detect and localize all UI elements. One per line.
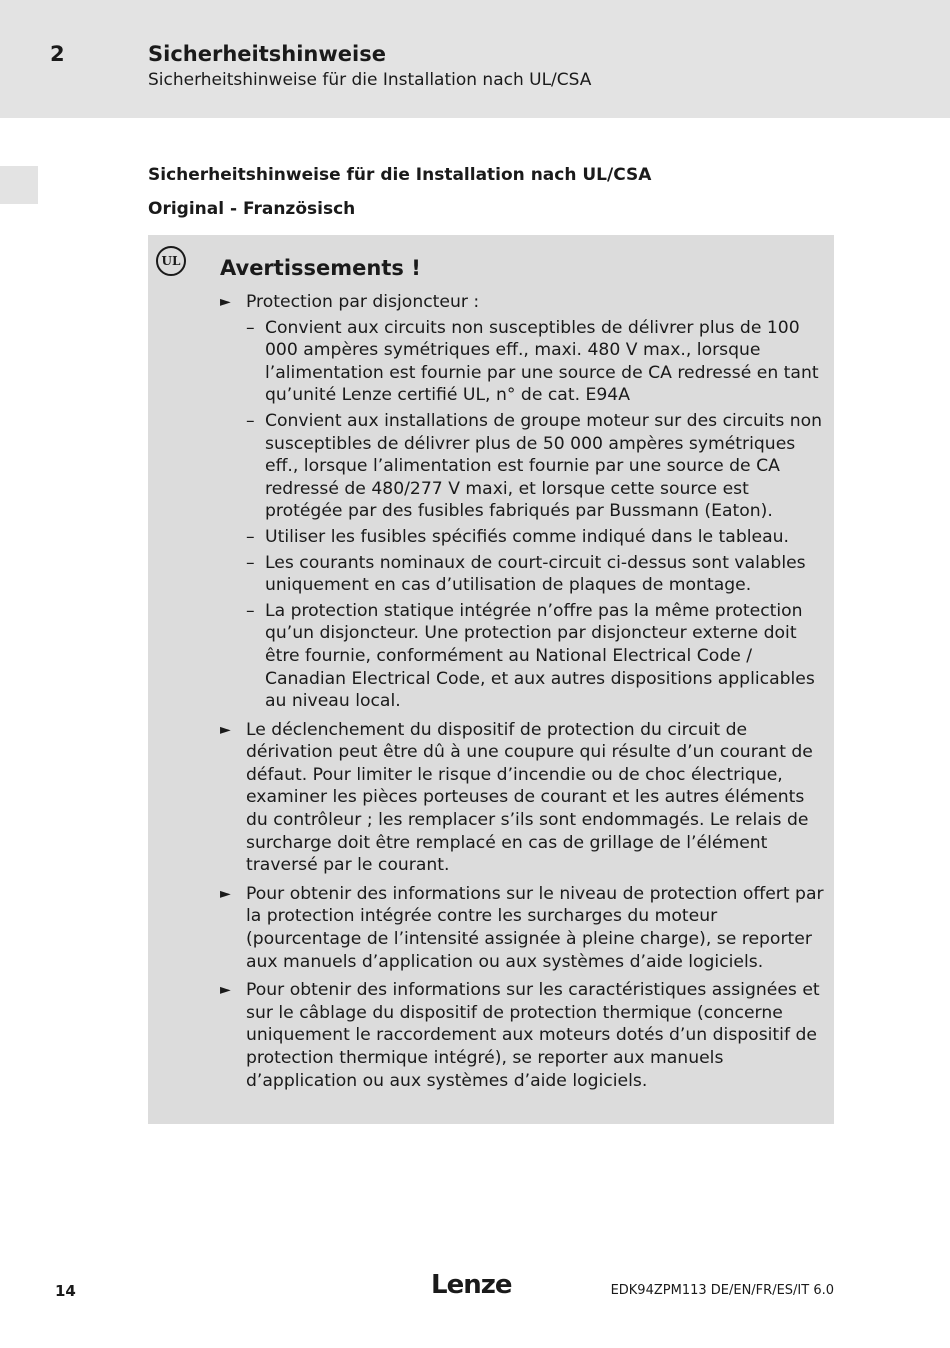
warning-subitem xyxy=(246,600,825,713)
document-code: EDK94ZPM113 DE/EN/FR/ES/IT 6.0 xyxy=(610,1283,834,1298)
warning-subitem xyxy=(246,317,825,407)
warning-item xyxy=(220,883,825,973)
dash-marker: – xyxy=(246,526,255,547)
header-band xyxy=(0,0,950,118)
chapter-number: 2 xyxy=(50,42,65,66)
bullet-arrow-icon: ► xyxy=(220,721,231,738)
warning-title: Avertissements ! xyxy=(220,256,421,280)
dash-marker: – xyxy=(246,600,255,621)
warning-item-text: Protection par disjoncteur : xyxy=(246,292,480,312)
section-heading: Sicherheitshinweise für die Installation nach UL/CSA xyxy=(148,165,652,185)
side-thumb-tab xyxy=(0,166,38,204)
warning-item xyxy=(220,979,825,1092)
warning-item xyxy=(220,719,825,877)
bullet-arrow-icon: ► xyxy=(220,885,231,902)
warning-list xyxy=(220,291,825,1098)
warning-subitem-text: La protection statique intégrée n’offre pas la même protection qu’un disjoncteur. Une protection par disjoncteur externe doit être fournie, conformément au National Electrical Code / Canadian Electrical Code, et aux autres dispositions applicables au niveau local. xyxy=(265,600,815,712)
warning-item-text: Le déclenchement du dispositif de protection du circuit de dérivation peut être dû à une coupure qui résulte d’un courant de défaut. Pour limiter le risque d’incendie ou de choc électrique, examiner les pièces porteuses de courant et les autres éléments du contrôleur ; les remplacer s’ils sont endommagés. Le relais de surcharge doit être remplacé en cas de grillage de l’élément traversé par le courant. xyxy=(246,719,813,876)
bullet-arrow-icon: ► xyxy=(220,294,231,310)
dash-marker: – xyxy=(246,552,255,573)
warning-subitem xyxy=(246,552,825,597)
bullet-arrow-icon: ► xyxy=(220,982,231,999)
section-subheading: Original - Französisch xyxy=(148,199,356,219)
warning-subitem-list xyxy=(246,317,825,713)
lenze-logo: Lenze xyxy=(431,1270,512,1300)
ul-listing-mark-icon: UL xyxy=(156,246,186,276)
chapter-subtitle: Sicherheitshinweise für die Installation nach UL/CSA xyxy=(148,70,592,90)
warning-subitem-text: Utiliser les fusibles spécifiés comme indiqué dans le tableau. xyxy=(265,526,789,547)
dash-marker: – xyxy=(246,410,255,431)
warning-subitem-text: Convient aux circuits non susceptibles de délivrer plus de 100 000 ampères symétriques eff., maxi. 480 V max., lorsque l’alimentation est fournie par une source de CA redressé en tant qu’unité Lenze certifié UL, n° de cat. E94A xyxy=(265,317,819,406)
dash-marker: – xyxy=(246,317,255,338)
warning-item-text: Pour obtenir des informations sur le niveau de protection offert par la protection intégrée contre les surcharges du moteur (pourcentage de l’intensité assignée à pleine charge), se reporter aux manuels d’application ou aux systèmes d’aide logiciels. xyxy=(246,883,824,972)
warning-subitem xyxy=(246,410,825,523)
warning-item-text: Pour obtenir des informations sur les caractéristiques assignées et sur le câblage du dispositif de protection thermique (concerne uniquement le raccordement aux moteurs dotés d’un dispositif de protection thermique intégré), se reporter aux manuels d’application ou aux systèmes d’aide logiciels. xyxy=(246,980,820,1091)
warning-subitem-text: Convient aux installations de groupe moteur sur des circuits non susceptibles de délivrer plus de 50 000 ampères symétriques eff., lorsque l’alimentation est fournie par une source de CA redressé de 480/277 V maxi, et lorsque cette source est protégée par des fusibles fabriqués par Bussmann (Eaton). xyxy=(265,410,823,522)
warning-item xyxy=(220,291,825,713)
warning-subitem-text: Les courants nominaux de court-circuit ci-dessus sont valables uniquement en cas d’utilisation de plaques de montage. xyxy=(265,552,806,596)
page-number: 14 xyxy=(55,1282,76,1300)
warning-subitem xyxy=(246,526,825,549)
chapter-title: Sicherheitshinweise xyxy=(148,42,386,66)
